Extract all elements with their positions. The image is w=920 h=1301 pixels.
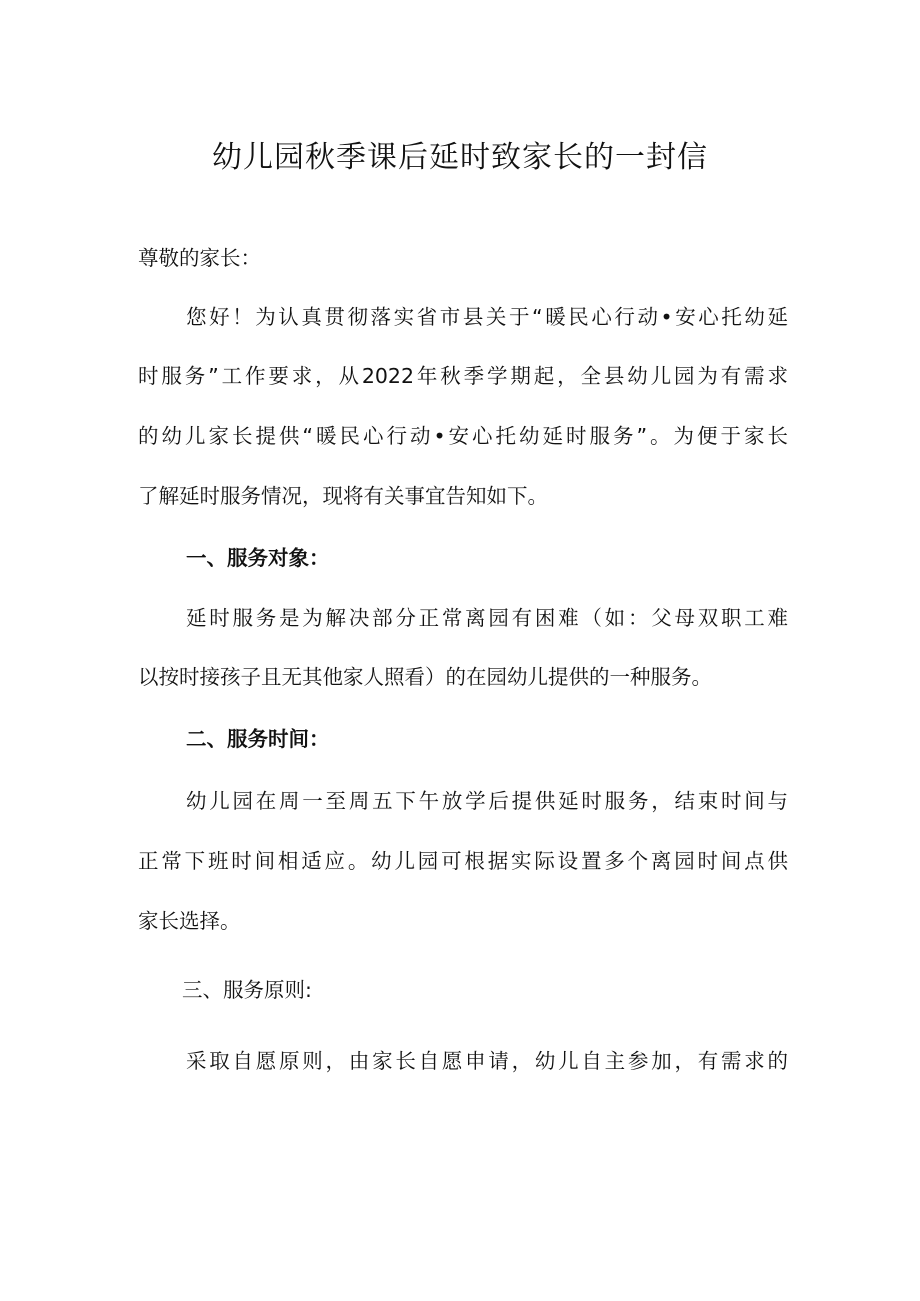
document-title: 幼儿园秋季课后延时致家长的一封信 [212,140,708,175]
section2-line-1: 幼儿园在周一至周五下午放学后提供延时服务，结束时间与 [186,789,788,813]
section-heading-service-target: 一、服务对象： [186,546,330,570]
intro-line-4: 了解延时服务情况，现将有关事宜告知如下。 [138,484,548,508]
section1-line-1: 延时服务是为解决部分正常离园有困难（如：父母双职工难 [186,606,788,630]
section3-line-1: 采取自愿原则，由家长自愿申请，幼儿自主参加，有需求的 [186,1049,788,1073]
section-heading-service-time: 二、服务时间： [186,727,330,751]
section-heading-service-principle: 三、服务原则: [182,978,312,1002]
section1-line-2: 以按时接孩子且无其他家人照看）的在园幼儿提供的一种服务。 [138,665,712,689]
section2-line-3: 家长选择。 [138,909,241,933]
intro-line-1: 您好！为认真贯彻落实省市县关于“暖民心行动•安心托幼延 [186,305,788,329]
section2-line-2: 正常下班时间相适应。幼儿园可根据实际设置多个离园时间点供 [138,849,788,873]
intro-line-3: 的幼儿家长提供“暖民心行动•安心托幼延时服务”。为便于家长 [138,424,788,448]
salutation: 尊敬的家长： [138,246,261,270]
intro-line-2: 时服务”工作要求，从2022年秋季学期起，全县幼儿园为有需求 [138,364,788,388]
